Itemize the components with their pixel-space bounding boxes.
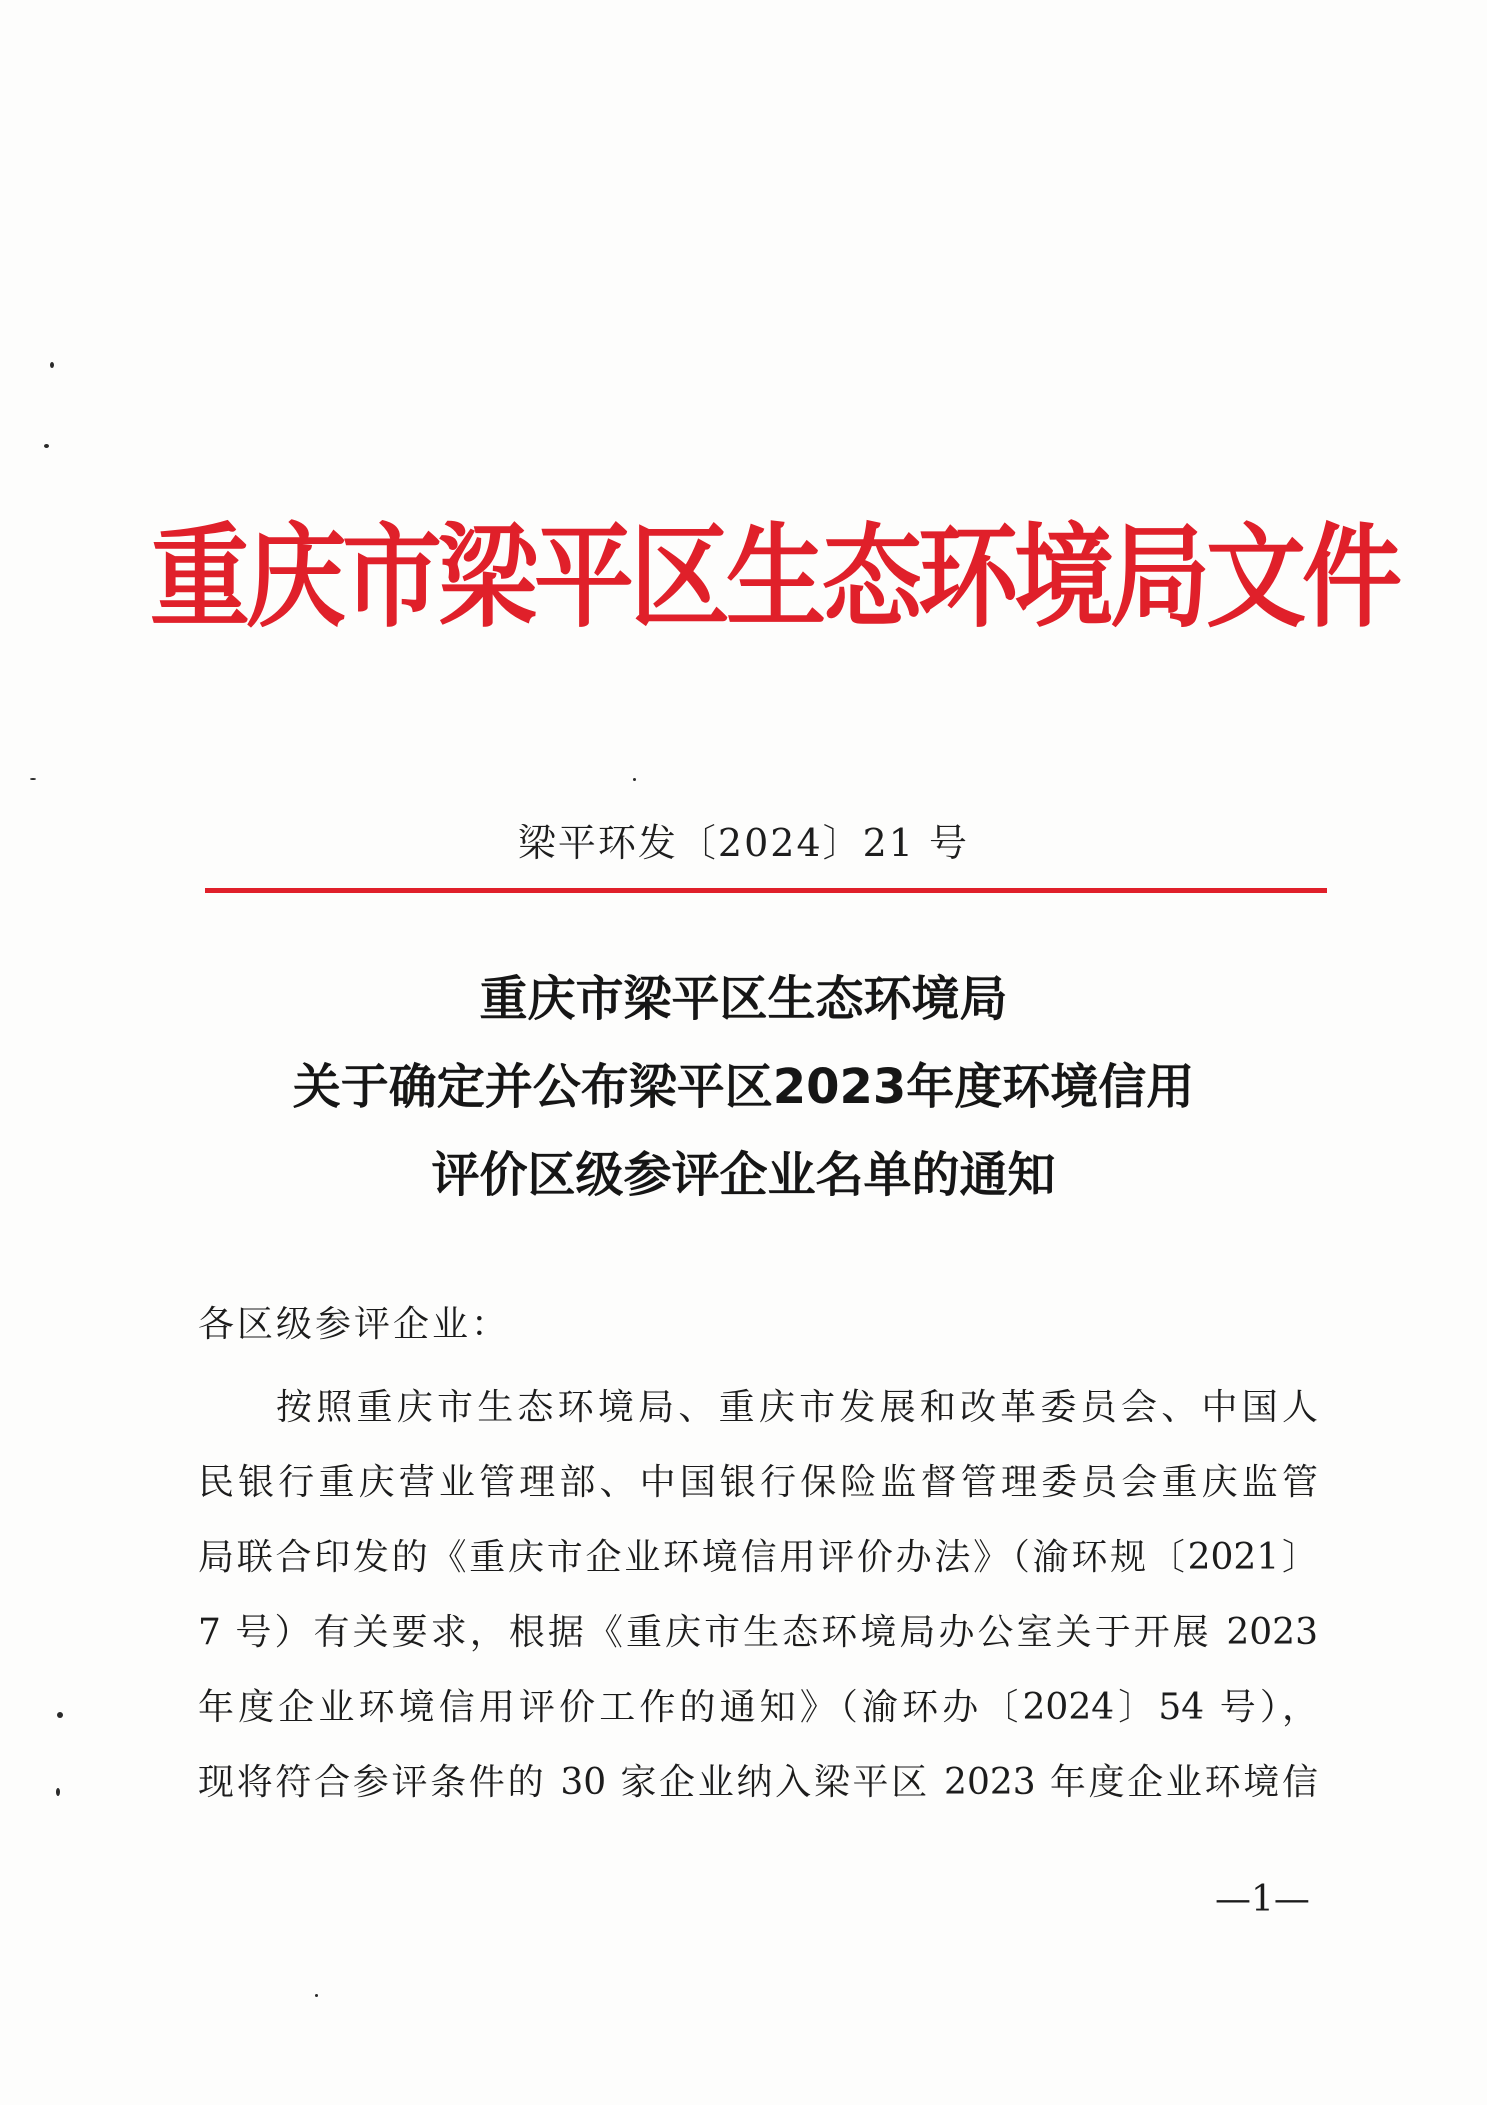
scan-speck — [44, 444, 49, 448]
scan-speck — [315, 1994, 318, 1997]
notice-title-line-2: 关于确定并公布梁平区2023年度环境信用 — [292, 1059, 1195, 1115]
notice-title-line-1: 重庆市梁平区生态环境局 — [479, 971, 1008, 1027]
body-line-6: 现将符合参评条件的 30 家企业纳入梁平区 2023 年度企业环境信 — [198, 1762, 1318, 1803]
masthead-title: 重庆市梁平区生态环境局文件 — [150, 511, 1398, 643]
body-line-1: 按照重庆市生态环境局、重庆市发展和改革委员会、中国人 — [276, 1387, 1318, 1428]
scan-speck — [633, 778, 636, 781]
body-line-4: 7 号）有关要求，根据《重庆市生态环境局办公室关于开展 2023 — [198, 1612, 1318, 1653]
red-separator-line — [205, 888, 1327, 893]
notice-title-line-3: 评价区级参评企业名单的通知 — [431, 1147, 1056, 1203]
body-line-3: 局联合印发的《重庆市企业环境信用评价办法》（渝环规〔2021〕 — [198, 1537, 1318, 1578]
scan-speck — [57, 1712, 63, 1718]
body-paragraph — [198, 1370, 1318, 1820]
scan-speck — [56, 1788, 60, 1796]
scan-speck — [50, 362, 54, 368]
page-number: —1— — [1215, 1879, 1310, 1920]
salutation: 各区级参评企业： — [198, 1304, 511, 1345]
body-line-5: 年度企业环境信用评价工作的通知》（渝环办〔2024〕54 号）， — [198, 1687, 1318, 1728]
document-number: 梁平环发〔2024〕21 号 — [517, 821, 970, 865]
body-line-2: 民银行重庆营业管理部、中国银行保险监督管理委员会重庆监管 — [198, 1462, 1318, 1503]
scan-speck — [30, 778, 36, 780]
notice-title — [150, 955, 1337, 1219]
